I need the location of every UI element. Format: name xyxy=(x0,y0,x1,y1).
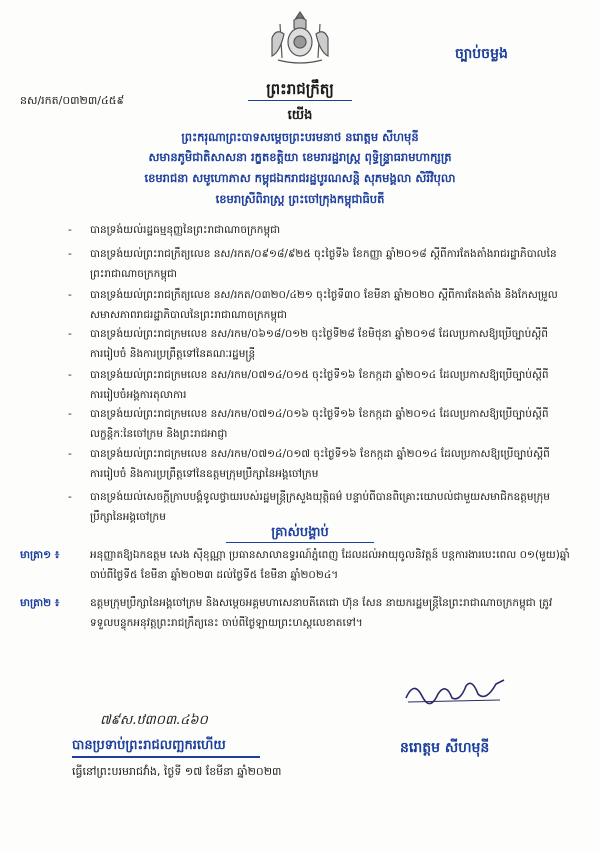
recital-text: បានទ្រង់យល់ព្រះរាជក្រឹត្យលេខ នស/រកត/០៣២០/៤២១ ចុះថ្ងៃទី៣០ ខែមីនា ឆ្នាំ២០២០ ស្តីពីការតែងតាំង និងកែសម្រួលសមាសភាពរាជរដ្ឋាភិបាលនៃព្រះរាជាណាចក្រកម្ពុជា xyxy=(90,289,558,321)
seal-statement: បានប្រទាប់ព្រះរាជលញ្ឆករហើយ xyxy=(72,738,226,753)
article-label: មាត្រា២ ៖ xyxy=(20,597,60,609)
recital-item: - បានទ្រង់យល់ព្រះរាជក្រឹត្យលេខ នស/រកត/០៣២០/៤២១ ចុះថ្ងៃទី៣០ ខែមីនា ឆ្នាំ២០២០ ស្តីពីការតែងតាំង និងកែសម្រួលសមាសភាពរាជរដ្ឋាភិបាលនៃព្រះរាជាណាចក្រកម្ពុជា xyxy=(90,285,560,325)
article-label: មាត្រា១ ៖ xyxy=(20,549,60,561)
recital-text: បានទ្រង់យល់ព្រះរាជក្រមលេខ នស/រកម/០៧១៤/០១៥ ចុះថ្ងៃទី១៦ ខែកក្កដា ឆ្នាំ២០១៤ ដែលប្រកាសឱ្យប្រើច្បាប់ស្តីពីការរៀបចំអង្គការតុលាការ xyxy=(90,369,549,401)
recital-item: - បានទ្រង់យល់ព្រះរាជក្រមលេខ នស/រកម/០៧១៤/០១៦ ចុះថ្ងៃទី១៦ ខែកក្កដា ឆ្នាំ២០១៤ ដែលប្រកាសឱ្យប្រើច្បាប់ស្តីពីលក្ខន្តិកៈនៃចៅក្រម និងព្រះរាជអាជ្ញា xyxy=(90,404,560,444)
decides-heading: គ្រាស់បង្គាប់ xyxy=(271,525,329,540)
article-1 xyxy=(20,545,575,585)
signatory-name: នរោត្តម សីហមុនី xyxy=(400,740,490,756)
article-2 xyxy=(20,593,575,633)
decree-number: នស/រកត/០៣២៣/៤៥៩ xyxy=(20,94,125,107)
recital-item: - បានទ្រង់យល់ព្រះរាជក្រឹត្យលេខ នស/រកត/០៩១៨/៩២៥ ចុះថ្ងៃទី៦ ខែកញ្ញា ឆ្នាំ២០១៨ ស្តីពីការតែងតាំងរាជរដ្ឋាភិបាលនៃព្រះរាជាណាចក្រកម្ពុជា xyxy=(90,244,560,284)
recital-text: បានទ្រង់យល់ព្រះរាជក្រមលេខ នស/រកម/០៦១៨/០១២ ចុះថ្ងៃទី២៨ ខែមិថុនា ឆ្នាំ២០១៨ ដែលប្រកាសឱ្យប្រើច្បាប់ស្តីពីការរៀបចំ និងការប្រព្រឹត្តទៅនៃគណៈរដ្ឋមន្ត្រី xyxy=(90,328,548,360)
decree-we-heading: យើង xyxy=(287,108,313,123)
recital-text: បានទ្រង់យល់ព្រះរាជក្រមលេខ នស/រកម/០៧១៤/០១៧ ចុះថ្ងៃទី១៦ ខែកក្កដា ឆ្នាំ២០១៤ ដែលប្រកាសឱ្យប្រើច្បាប់ស្តីពីការរៀបចំ និងការប្រព្រឹត្តទៅនៃឧត្តមក្រុមប្រឹក្សានៃអង្គចៅក្រម xyxy=(90,448,550,480)
royal-coat-of-arms-icon xyxy=(258,8,342,66)
recital-item: - បានទ្រង់យល់ព្រះរាជក្រមលេខ នស/រកម/០៧១៤/០១៧ ចុះថ្ងៃទី១៦ ខែកក្កដា ឆ្នាំ២០១៤ ដែលប្រកាសឱ្យប្រើច្បាប់ស្តីពីការរៀបចំ និងការប្រព្រឹត្តទៅនៃឧត្តមក្រុមប្រឹក្សានៃអង្គចៅក្រម xyxy=(90,444,560,484)
document-copy-label: ច្បាប់ចម្លង xyxy=(455,46,508,62)
king-title-line: ខេមរាជនា សមូហោភាស កម្ពុជឯករាជរដ្ឋបូរណសន្តិ សុភមង្គលា សិរីវិបុលា xyxy=(144,171,456,185)
article-text: អនុញ្ញាតឱ្យឯកឧត្តម សេង ស៊ីខុណ្ណា ប្រធានសាលាឧទ្ធរណ៍ភ្នំពេញ ដែលដល់អាយុចូលនិវត្តន៍ បន្តការងារបេះពេល ០១(មួយ)ឆ្នាំ ចាប់ពីថ្ងៃទី៥ ខែមីនា ឆ្នាំ២០២៣ ដល់ថ្ងៃទី៥ ខែមីនា ឆ្នាំ២០២៤។ xyxy=(90,549,570,581)
recital-text: បានទ្រង់យល់រដ្ឋធម្មនុញ្ញនៃព្រះរាជាណាចក្រកម្ពុជា xyxy=(90,224,281,236)
registration-number: ៧៩ស.ឋ៣០៣.៤៦០ xyxy=(100,713,208,728)
recital-item: - បានទ្រង់យល់ព្រះរាជក្រមលេខ នស/រកម/០៧១៤/០១៥ ចុះថ្ងៃទី១៦ ខែកក្កដា ឆ្នាំ២០១៤ ដែលប្រកាសឱ្យប្រើច្បាប់ស្តីពីការរៀបចំអង្គការតុលាការ xyxy=(90,365,560,405)
royal-signature xyxy=(400,672,512,708)
recital-item: - បានទ្រង់យល់សេចក្តីក្រាបបង្គំទូលថ្វាយរបស់រដ្ឋមន្ត្រីក្រសួងយុត្តិធម៌ បន្ទាប់ពីបានពិគ្រោះយោបល់ជាមួយសមាជិកឧត្តមក្រុមប្រឹក្សានៃអង្គចៅក្រម xyxy=(90,487,560,527)
decree-title: ព្រះរាជក្រឹត្យ xyxy=(266,80,334,98)
title-underline xyxy=(248,100,352,101)
recital-text: បានទ្រង់យល់ព្រះរាជក្រមលេខ នស/រកម/០៧១៤/០១៦ ចុះថ្ងៃទី១៦ ខែកក្កដា ឆ្នាំ២០១៤ ដែលប្រកាសឱ្យប្រើច្បាប់ស្តីពីលក្ខន្តិកៈនៃចៅក្រម និងព្រះរាជអាជ្ញា xyxy=(90,408,549,440)
recital-text: បានទ្រង់យល់ព្រះរាជក្រឹត្យលេខ នស/រកត/០៩១៨/៩២៥ ចុះថ្ងៃទី៦ ខែកញ្ញា ឆ្នាំ២០១៨ ស្តីពីការតែងតាំងរាជរដ្ឋាភិបាលនៃព្រះរាជាណាចក្រកម្ពុជា xyxy=(90,248,557,280)
article-text: ឧត្តមក្រុមប្រឹក្សានៃអង្គចៅក្រម និងសម្តេចអគ្គមហាសេនាបតីតេជោ ហ៊ុន សែន នាយករដ្ឋមន្ត្រីនៃព្រះរាជាណាចក្រកម្ពុជា ត្រូវទទួលបន្ទុកអនុវត្តព្រះរាជក្រឹត្យនេះ ចាប់ពីថ្ងៃឡាយព្រះហស្តលេខាតទៅ។ xyxy=(90,597,553,629)
king-title-line: ព្រះករុណាព្រះបាទសម្តេចព្រះបរមនាថ នរោត្តម សីហមុនី xyxy=(181,130,419,144)
king-title-line: ខេមរាស្រីពិរាស្ត្រ ព្រះចៅក្រុងកម្ពុជាធិបតី xyxy=(215,192,385,206)
recital-item: - បានទ្រង់យល់រដ្ឋធម្មនុញ្ញនៃព្រះរាជាណាចក្រកម្ពុជា xyxy=(90,220,560,240)
king-title-line: សមានភូមិជាតិសាសនា រក្ខតខត្តិយា ខេមរារដ្ឋរាស្ត្រ ពុទ្ធិន្ទ្រាធរាមហាក្សត្រ xyxy=(148,150,452,164)
seal-underline xyxy=(72,756,260,758)
recital-text: បានទ្រង់យល់សេចក្តីក្រាបបង្គំទូលថ្វាយរបស់រដ្ឋមន្ត្រីក្រសួងយុត្តិធម៌ បន្ទាប់ពីបានពិគ្រោះយោបល់ជាមួយសមាជិកឧត្តមក្រុមប្រឹក្សានៃអង្គចៅក្រម xyxy=(90,491,550,523)
recital-item: - បានទ្រង់យល់ព្រះរាជក្រមលេខ នស/រកម/០៦១៨/០១២ ចុះថ្ងៃទី២៨ ខែមិថុនា ឆ្នាំ២០១៨ ដែលប្រកាសឱ្យប្រើច្បាប់ស្តីពីការរៀបចំ និងការប្រព្រឹត្តទៅនៃគណៈរដ្ឋមន្ត្រី xyxy=(90,324,560,364)
issue-date: ធ្វើនៅព្រះបរមរាជវាំង, ថ្ងៃទី ១៧ ខែមីនា ឆ្នាំ២០២៣ xyxy=(72,765,282,778)
